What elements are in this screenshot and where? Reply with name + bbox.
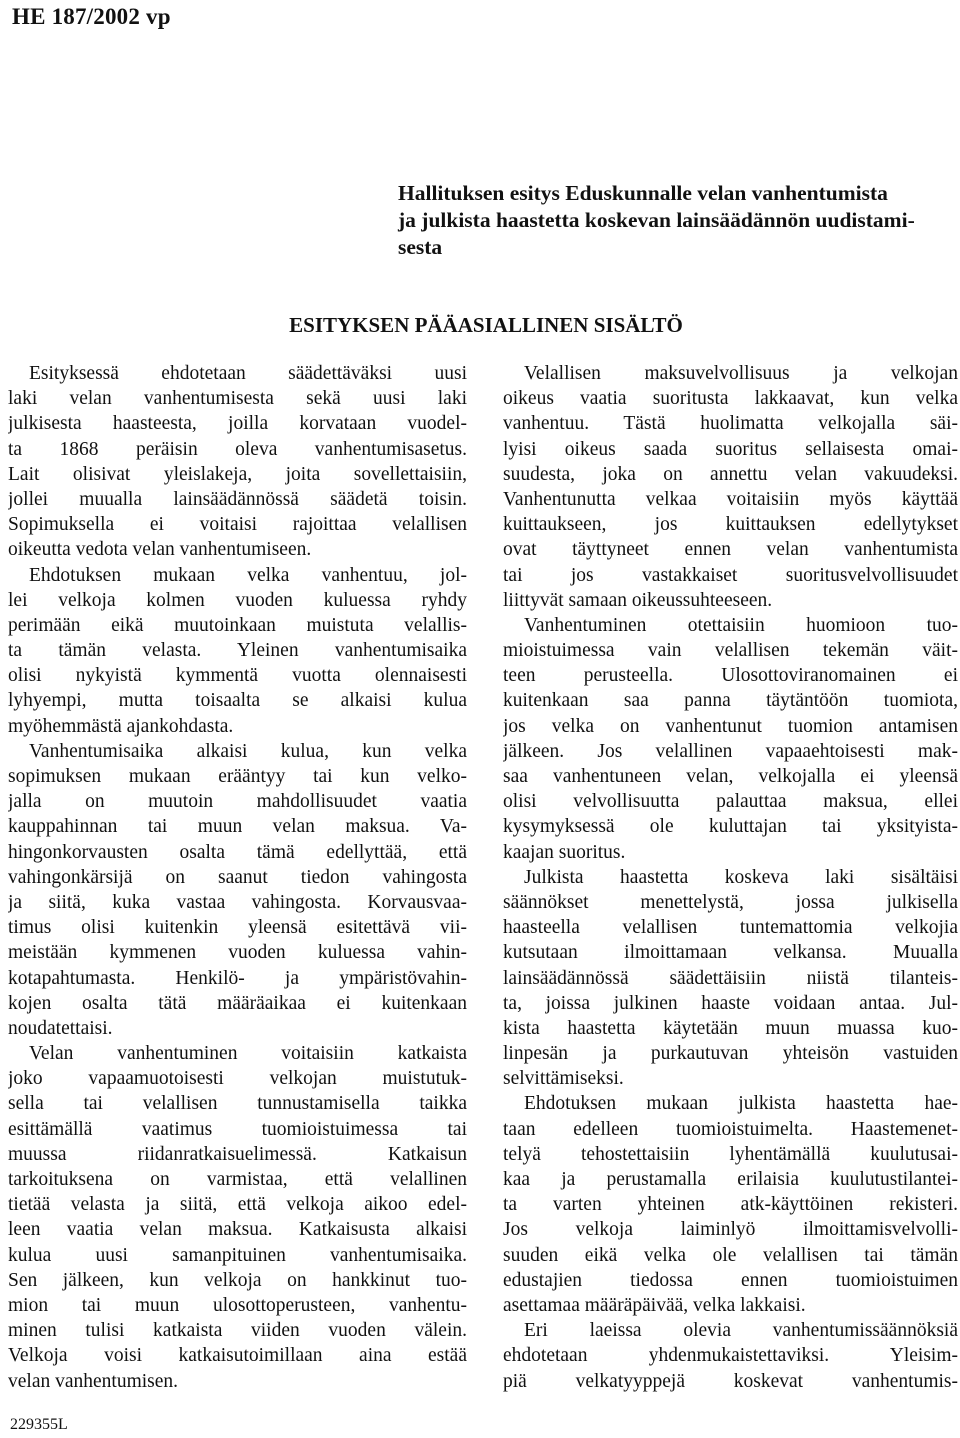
text-line: lainsäädännössä säädettäisiin niistä tilanteis- (503, 967, 958, 989)
text-line: sopimuksen mukaan erääntyy tai kun velko- (8, 766, 467, 787)
text-line: ovat täyttyneet ennen velan vanhentumista (503, 539, 958, 561)
text-line: Julkista haastetta koskeva laki sisältäisi (524, 866, 958, 888)
text-line: ja siitä, kuka vastaa vahingosta. Korvausvaa- (8, 891, 467, 913)
text-line: leen vaatia velan maksua. Katkaisusta alkaisi (8, 1219, 467, 1241)
text-line: ta varten yhteinen atk-käyttöinen rekisteri. (503, 1194, 958, 1216)
text-line: linpesän ja purkautuvan yhteisön vastuiden (503, 1043, 958, 1065)
text-line: olisi velvollisuutta palauttaa maksua, ellei (503, 791, 958, 813)
text-line: lei velkoja kolmen vuoden kuluessa ryhdy (8, 589, 467, 611)
document-title-line: sesta (398, 235, 443, 259)
text-line: timus olisi kuitenkin yleensä esitettävä vii- (8, 917, 467, 939)
text-line: laki velan vanhentumisesta sekä uusi laki (8, 388, 467, 410)
text-line: säännökset menettelystä, jossa julkisella (503, 891, 958, 913)
text-line: Sopimuksella ei voitaisi rajoittaa velallisen (8, 514, 467, 536)
text-line: kuitenkaan saa panna täytäntöön tuomiota, (503, 690, 958, 712)
text-line: jos velka on vanhentunut tuomion antamisen (503, 715, 958, 737)
text-line: oikeus vaatia suoritusta lakkaavat, kun velka (503, 388, 958, 410)
text-line: ta tämän velasta. Yleinen vanhentumisaika (8, 640, 467, 662)
text-line: kutsutaan ilmoittamaan velkansa. Muualla (503, 942, 958, 964)
text-line: olisi nykyistä kymmentä vuotta olennaisesti (8, 665, 467, 687)
text-line: kotapahtumasta. Henkilö- ja ympäristövahin- (8, 967, 467, 989)
text-line: Eri laeissa olevia vanhentumissäännöksiä (524, 1320, 958, 1342)
text-line: kysymyksessä ole kuluttajan tai yksityista- (503, 816, 958, 838)
text-line: meistään kymmenen vuoden kuluessa vahin- (8, 942, 467, 964)
text-line: haasteella velallisen tuntemattomia velkojia (503, 917, 958, 939)
text-line: suuden eikä velka ole velallisen tai tämän (503, 1244, 958, 1266)
text-line: jollei muualla lainsäädännössä säädetä toisin. (8, 488, 467, 510)
text-line: piä velkatyyppejä koskevat vanhentumis- (503, 1370, 958, 1392)
text-line: kaa ja perustamalla erilaisia kuulutustilantei- (503, 1169, 958, 1190)
text-line: lyhyempi, mutta toisaalta se alkaisi kulua (8, 690, 467, 712)
text-line: myöhemmästä ajankohdasta. (8, 715, 234, 737)
text-line: Sen jälkeen, kun velkoja on hankkinut tuo- (8, 1269, 467, 1291)
text-line: Lait olisivat yleislakeja, joita sovellettaisiin, (8, 463, 467, 485)
text-line: liittyvät samaan oikeussuhteeseen. (503, 589, 773, 611)
text-line: telyä tehostettaisiin lyhentämällä kuulutusai- (503, 1143, 958, 1165)
text-line: Vanhentumisaika alkaisi kulua, kun velka (29, 740, 467, 762)
text-line: mioistuimessa vain velallisen tekemän väit- (503, 640, 958, 662)
text-line: suudesta, joka on annettu velan vakuudeksi. (503, 463, 958, 485)
text-line: velan vanhentumisen. (8, 1370, 179, 1392)
text-line: tarkoituksena on varmistaa, että velallinen (8, 1169, 467, 1190)
text-line: Velkoja voisi katkaisutoimillaan aina estää (8, 1345, 467, 1367)
text-line: oikeutta vedota velan vanhentumiseen. (8, 539, 312, 561)
right-column-text (503, 361, 958, 1394)
text-line: julkisesta haasteesta, joilla korvataan vuodel- (8, 413, 467, 435)
text-line: lyisi oikeus saada suoritus sellaisesta omai- (503, 438, 958, 460)
document-title-line: Hallituksen esitys Eduskunnalle velan vanhentumista (398, 181, 888, 205)
text-line: minen tulisi katkaista viiden vuoden välein. (8, 1320, 467, 1342)
text-line: Jos velkoja laiminlyö ilmoittamisvelvolli- (503, 1219, 958, 1241)
text-line: kista haastetta käytetään muun muassa kuo- (503, 1017, 958, 1039)
text-line: selvittämiseksi. (503, 1068, 624, 1090)
text-line: Vanhentunutta velkaa voitaisiin myös käyttää (503, 488, 958, 510)
text-line: kuittaukseen, jos kuittauksen edellytykset (503, 514, 958, 536)
text-line: noudatettaisi. (8, 1017, 113, 1039)
text-line: ta 1868 peräisin oleva vanhentumisasetus. (8, 438, 467, 460)
text-line: edustajien tiedossa ennen tuomioistuimen (503, 1269, 958, 1291)
text-line: kauppahinnan tai muun velan maksua. Va- (8, 816, 467, 838)
text-line: mion tai muun ulosottoperusteen, vanhentu- (8, 1294, 467, 1316)
text-line: vahingonkärsijä on saanut tiedon vahingosta (8, 866, 467, 888)
text-line: tietää velasta ja siitä, että velkoja aikoo edel- (8, 1194, 467, 1216)
text-line: muussa riidanratkaisuelimessä. Katkaisun (8, 1143, 467, 1165)
text-line: perimään eikä muutoinkaan muistuta velallis- (8, 614, 467, 636)
text-line: jälkeen. Jos velallinen vapaaehtoisesti mak- (503, 740, 958, 762)
text-line: ta, joissa julkinen haaste voidaan antaa. Jul- (503, 992, 958, 1014)
text-line: Vanhentuminen otettaisiin huomioon tuo- (524, 614, 958, 636)
text-line: vanhentuu. Tästä huolimatta velkojalla säi- (503, 413, 958, 435)
document-title-line: ja julkista haastetta koskevan lainsäädännön uudistami- (398, 208, 915, 232)
footer-code: 229355L (10, 1416, 68, 1433)
left-column-text (8, 361, 467, 1394)
text-line: kulua uusi samanpituinen vanhentumisaika. (8, 1244, 467, 1266)
text-line: Ehdotuksen mukaan julkista haastetta hae- (524, 1093, 958, 1115)
document-title (398, 180, 958, 261)
text-line: ehdotetaan yhdenmukaistettaviksi. Yleisim- (503, 1345, 958, 1367)
text-line: taan edelleen tuomioistuimelta. Haastemenet- (503, 1118, 958, 1140)
text-line: jalla on muutoin mahdollisuudet vaatia (8, 791, 467, 813)
text-line: teen perusteella. Ulosottoviranomainen ei (503, 665, 958, 687)
section-heading: ESITYKSEN PÄÄASIALLINEN SISÄLTÖ (289, 313, 683, 337)
text-line: sella tai velallisen tunnustamisella taikka (8, 1093, 467, 1115)
text-line: kaajan suoritus. (503, 841, 626, 863)
page-header-doc-number: HE 187/2002 vp (12, 4, 171, 29)
text-line: hingonkorvausten osalta tämä edellyttää, että (8, 841, 467, 863)
text-line: Ehdotuksen mukaan velka vanhentuu, jol- (29, 564, 467, 586)
text-line: Velan vanhentuminen voitaisiin katkaista (29, 1043, 467, 1065)
text-line: asettamaa määräpäivää, velka lakkaisi. (503, 1294, 806, 1316)
text-line: saa vanhentuneen velan, velkojalla ei yleensä (503, 766, 958, 787)
text-line: esittämällä vaatimus tuomioistuimessa tai (8, 1118, 467, 1140)
text-line: tai jos vastakkaiset suoritusvelvollisuudet (503, 564, 958, 586)
text-line: Velallisen maksuvelvollisuus ja velkojan (524, 363, 958, 384)
text-line: Esityksessä ehdotetaan säädettäväksi uusi (29, 363, 467, 384)
text-line: kojen osalta tätä määräaikaa ei kuitenkaan (8, 992, 467, 1014)
text-line: joko vapaamuotoisesti velkojan muistutuk- (8, 1068, 467, 1090)
